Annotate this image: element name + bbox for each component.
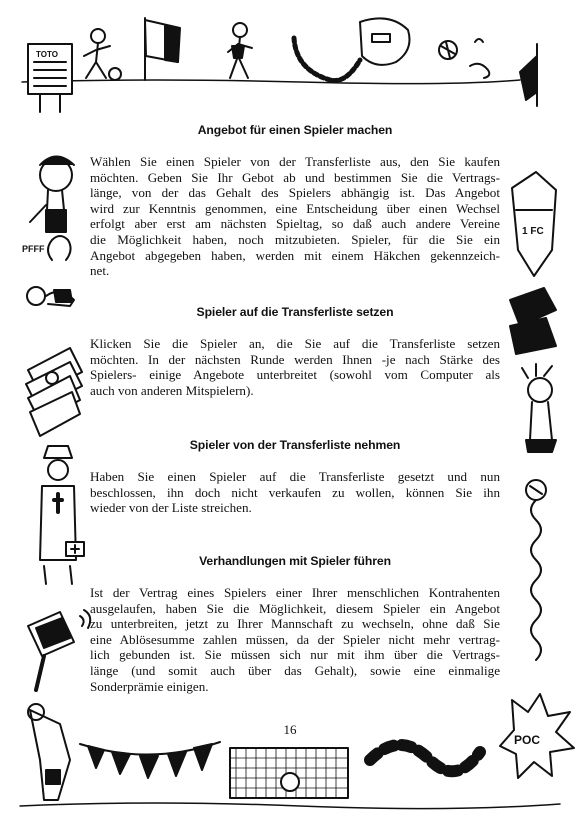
money-stack-icon — [26, 348, 82, 436]
section-heading: Verhandlungen mit Spieler führen — [199, 554, 391, 568]
text-line: beschlossen, ihn doch nicht verkaufen zu wollen, können Sie ihn — [90, 484, 500, 500]
text-line: die Möglichkeit haben, noch mitzubieten. Spieler, für die Sie ein — [90, 231, 500, 247]
text-line: lich gebunden ist. Sie müssen sich nur mit ihm über die Vertrags- — [90, 647, 500, 663]
section-transferliste-setzen — [90, 305, 500, 398]
text-line: Spielers- einige Angebote unterbreitet (sowohl vom Computer als — [90, 367, 500, 383]
goal-net-icon — [230, 748, 348, 798]
text-line: möchten. In der nächsten Runde werden Ihnen -je nach Stärke des — [90, 351, 500, 367]
text-line: wird zur Kenntnis genommen, eine Entscheidung über einen Wechsel — [90, 200, 500, 216]
section-paragraph — [90, 585, 500, 694]
player-lying-icon — [27, 287, 74, 306]
text-line: erfolgt aber erst am nächsten Spieltag, so daß auch andere Vereine — [90, 216, 500, 232]
section-paragraph — [90, 336, 500, 398]
football-icon — [439, 39, 489, 78]
text-line: net. — [90, 263, 110, 279]
section-paragraph — [90, 469, 500, 516]
svg-text:1 FC: 1 FC — [522, 226, 544, 237]
text-line: Wählen Sie einen Spieler von der Transferliste aus, den Sie kaufen — [90, 154, 500, 169]
svg-text:POC: POC — [514, 733, 541, 747]
text-line: länge, von der das Gehalt des Spielers abhängig ist. Das Angebot — [90, 185, 500, 201]
page-number: 16 — [283, 722, 297, 737]
scarf-icon — [370, 745, 480, 771]
ball-on-spring-icon — [526, 480, 546, 660]
text-line: Klicken Sie die Spieler an, die Sie auf die Transferliste setzen — [90, 336, 500, 351]
flag-icon — [145, 18, 180, 80]
section-heading: Angebot für einen Spieler machen — [197, 123, 393, 137]
section-heading: Spieler von der Transferliste nehmen — [189, 438, 401, 452]
text-line: Sonderprämie einigen. — [90, 678, 209, 694]
text-line: Angebot abgegeben haben, werden mit einem Häkchen gekennzeich- — [90, 247, 500, 263]
pennant-icon — [512, 172, 556, 276]
svg-text:TOTO: TOTO — [36, 50, 58, 59]
surprised-man-icon — [522, 364, 556, 452]
player-cartoon-icon — [84, 29, 121, 80]
text-line: ausgelaufen, haben Sie die Möglichkeit, diesem Spieler ein Angebot — [90, 600, 500, 616]
text-line: wieder von der Liste streichen. — [90, 500, 252, 516]
rattle-icon — [28, 610, 90, 690]
text-line: eine Ablösesumme zahlen müssen, da der Spieler nicht mehr vertrag- — [90, 631, 500, 647]
text-line: möchten. Geben Sie Ihr Gebot ab und bestimmen Sie die Vertrags- — [90, 169, 500, 185]
section-transferliste-nehmen — [90, 438, 500, 516]
section-heading: Spieler auf die Transferliste setzen — [196, 305, 394, 319]
doctor-icon — [40, 446, 84, 584]
football-boots-icon — [510, 288, 556, 354]
section-paragraph — [90, 154, 500, 279]
whistle-icon — [294, 18, 410, 80]
text-line: Haben Sie einen Spieler auf die Transferliste gesetzt und nun — [90, 469, 500, 484]
section-angebot — [90, 123, 500, 279]
smoke-puff-icon — [48, 236, 71, 260]
text-line: auch von anderen Mitspielern). — [90, 382, 254, 398]
bunting-icon — [80, 742, 220, 778]
angry-man-icon — [30, 157, 74, 233]
section-verhandlungen — [90, 554, 500, 694]
text-line: länge (und somit auch über das Gehalt), sowie eine einmalige — [90, 662, 500, 678]
text-line: zu unterbreiten, jetzt zu Ihrer Mannschaft zu wechseln, ohne daß Sie — [90, 616, 500, 632]
horn-icon — [28, 704, 70, 800]
svg-text:PFFF: PFFF — [22, 244, 45, 254]
player-standing-icon — [228, 23, 252, 78]
text-line: Ist der Vertrag eines Spielers einer Ihrer menschlichen Kontrahenten — [90, 585, 500, 600]
corner-flag-icon — [520, 44, 537, 106]
